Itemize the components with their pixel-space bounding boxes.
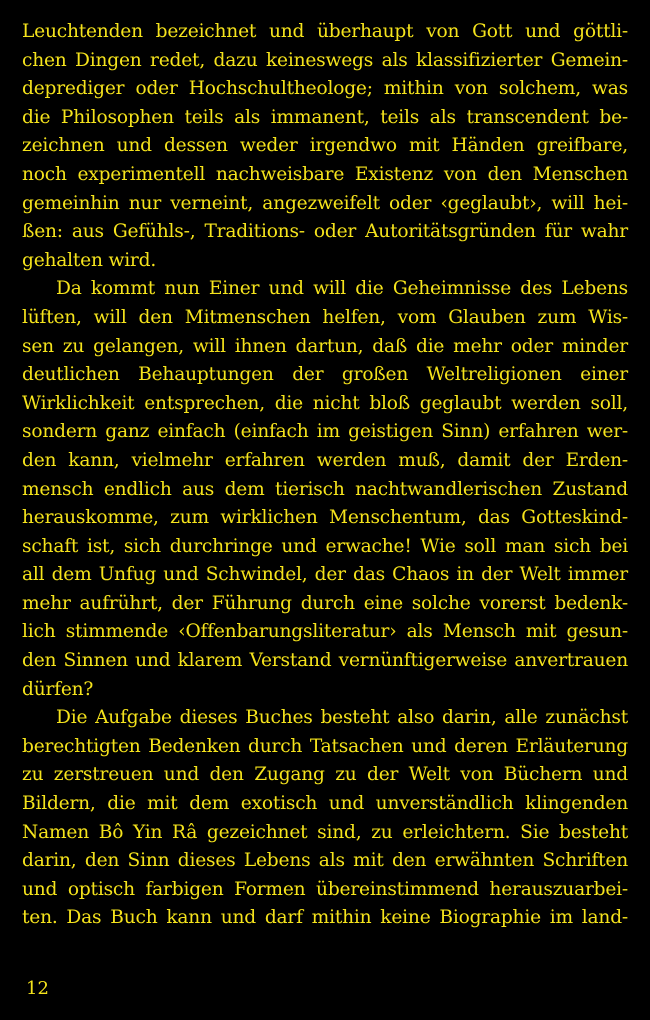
paragraph [22, 18, 628, 275]
page-body [22, 18, 628, 933]
text-line: mensch endlich aus dem tierisch nachtwandlerischen Zustand [22, 478, 628, 500]
text-line: den Sinnen und klarem Verstand vernünftigerweise anvertrauen [22, 650, 628, 672]
paragraph [22, 275, 628, 704]
text-line: berechtigten Bedenken durch Tatsachen und deren Erläuterung [22, 735, 628, 757]
text-line: deutlichen Behauptungen der großen Weltreligionen einer [22, 364, 628, 386]
text-line: dürfen? [22, 678, 94, 700]
text-line: gemeinhin nur verneint, angezweifelt oder ‹geglaubt›, will hei- [22, 192, 628, 214]
text-line: chen Dingen redet, dazu keineswegs als klassifizierter Gemein- [22, 49, 628, 71]
paragraph [22, 704, 628, 933]
text-line: zu zerstreuen und den Zugang zu der Welt von Büchern und [22, 764, 628, 786]
text-line: Wirklichkeit entsprechen, die nicht bloß geglaubt werden soll, [22, 392, 628, 414]
text-line: Da kommt nun Einer und will die Geheimnisse des Lebens [56, 278, 628, 300]
text-line: den kann, vielmehr erfahren werden muß, damit der Erden- [22, 449, 628, 471]
text-line: lüften, will den Mitmenschen helfen, vom Glauben zum Wis- [22, 306, 628, 328]
text-line: schaft ist, sich durchringe und erwache! Wie soll man sich bei [22, 535, 628, 557]
text-line: gehalten wird. [22, 249, 157, 271]
text-line: deprediger oder Hochschultheologe; mithin von solchem, was [22, 78, 628, 100]
text-line: mehr aufrührt, der Führung durch eine solche vorerst bedenk- [22, 592, 628, 614]
text-line: Leuchtenden bezeichnet und überhaupt von Gott und göttli- [22, 21, 628, 42]
text-line: Die Aufgabe dieses Buches besteht also darin, alle zunächst [56, 707, 628, 729]
text-line: Bildern, die mit dem exotisch und unverständlich klingenden [22, 793, 628, 815]
text-line: sondern ganz einfach (einfach im geistigen Sinn) erfahren wer- [22, 421, 628, 443]
text-line: sen zu gelangen, will ihnen dartun, daß die mehr oder minder [22, 335, 628, 357]
text-line: herauskomme, zum wirklichen Menschentum, das Gotteskind- [22, 507, 628, 529]
text-line: ten. Das Buch kann und darf mithin keine Biographie im land- [22, 907, 628, 929]
text-line: darin, den Sinn dieses Lebens als mit den erwähnten Schriften [22, 850, 628, 872]
text-line: ßen: aus Gefühls-, Traditions- oder Autoritätsgründen für wahr [22, 221, 628, 243]
text-line: lich stimmende ‹Offenbarungsliteratur› als Mensch mit gesun- [22, 621, 628, 643]
text-line: noch experimentell nachweisbare Existenz von den Menschen [22, 163, 628, 185]
text-line: all dem Unfug und Schwindel, der das Chaos in der Welt immer [22, 564, 628, 586]
text-line: die Philosophen teils als immanent, teils als transcendent be- [22, 106, 628, 128]
text-line: und optisch farbigen Formen übereinstimmend herauszuarbei- [22, 878, 628, 900]
page-number: 12 [26, 978, 49, 999]
text-line: zeichnen und dessen weder irgendwo mit Händen greifbare, [22, 135, 628, 157]
text-line: Namen Bô Yin Râ gezeichnet sind, zu erleichtern. Sie besteht [22, 821, 628, 843]
